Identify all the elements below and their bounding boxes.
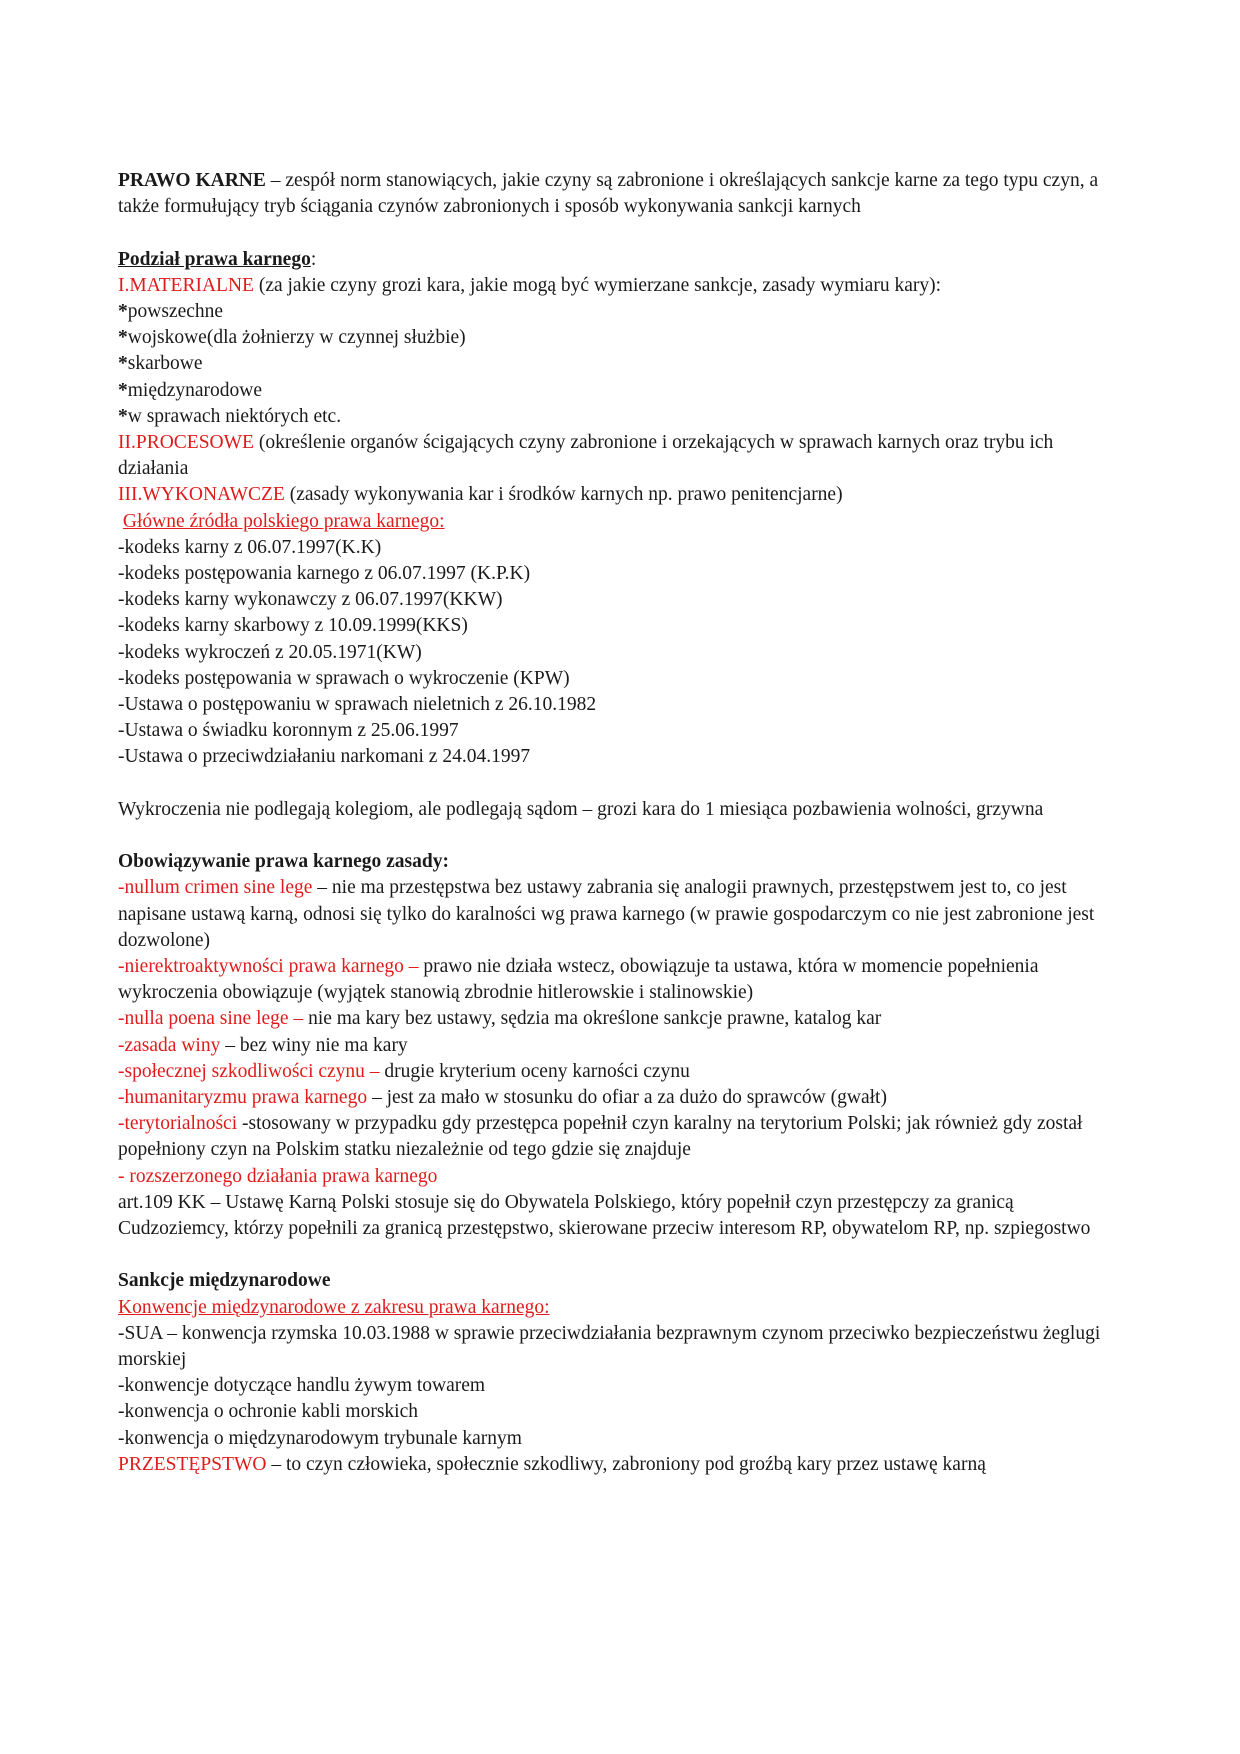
material-item: [118, 325, 1128, 351]
sanctions-heading: Sankcje międzynarodowe: [118, 1270, 331, 1292]
intro-paragraph: [118, 168, 1128, 220]
division-heading: Podział prawa karnego: [118, 248, 311, 270]
material-item: [118, 378, 1128, 404]
material-item: [118, 351, 1128, 377]
principle-label: - rozszerzonego działania prawa karnego: [118, 1165, 438, 1187]
principle-item: [118, 1059, 1128, 1085]
conventions-heading-line: [118, 1295, 1128, 1321]
bullet-star: *: [118, 379, 128, 401]
art109-paragraph: art.109 KK – Ustawę Karną Polski stosuje się do Obywatela Polskiego, który popełnił czyn przestępczy za granicą: [118, 1191, 1014, 1213]
offenses-note: Wykroczenia nie podlegają kolegiom, ale podlegają sądom – grozi kara do 1 miesiąca pozbawienia wolności, grzywna: [118, 798, 1044, 820]
principle-item: [118, 1033, 1128, 1059]
convention-item: -konwencja o ochronie kabli morskich: [118, 1401, 418, 1423]
source-item: -kodeks karny z 06.07.1997(K.K): [118, 536, 382, 558]
principle-label: -społecznej szkodliwości czynu –: [118, 1060, 385, 1082]
source-item: -Ustawa o postępowaniu w sprawach nieletnich z 26.10.1982: [118, 694, 597, 716]
principle-item: [118, 954, 1128, 1006]
bullet-star: *: [118, 353, 128, 375]
principle-item: [118, 1164, 1128, 1190]
material-item: [118, 299, 1128, 325]
intro-definition: – zespół norm stanowiących, jakie czyny są zabronione i określających sankcje karne za tego typu czyn, a także formułujący tryb ściągania czynów zabronionych i sposób wykonywania sankcji karnych: [118, 170, 1099, 218]
source-item: -kodeks karny skarbowy z 10.09.1999(KKS): [118, 615, 468, 637]
convention-item: -konwencja o międzynarodowym trybunale karnym: [118, 1427, 522, 1449]
source-item: -kodeks postępowania w sprawach o wykroczenie (KPW): [118, 667, 570, 689]
division-executive: [118, 482, 1128, 508]
crime-label: PRZESTĘPSTWO: [118, 1453, 267, 1475]
sources-heading-line: [118, 509, 1128, 535]
crime-text: – to czyn człowieka, społecznie szkodliwy, zabroniony pod groźbą kary przez ustawę karną: [266, 1453, 986, 1475]
division-heading-colon: :: [310, 248, 317, 270]
sources-heading: Główne źródła polskiego prawa karnego:: [122, 510, 445, 532]
principle-text: nie ma kary bez ustawy, sędzia ma określone sankcje prawne, katalog kar: [308, 1008, 882, 1030]
principle-item: [118, 1085, 1128, 1111]
principle-text: – nie ma przestępstwa bez ustawy zabrania się analogii prawnych, przestępstwem jest to, co jest napisane ustawą karną, odnosi się tylko do karalności wg prawa karnego (w prawie gospodarczym co nie jest zabronione jest dozwolone): [118, 877, 1095, 951]
principle-item: [118, 1006, 1128, 1032]
conventions-heading: Konwencje międzynarodowe z zakresu prawa karnego:: [118, 1296, 550, 1318]
bullet-star: *: [118, 301, 128, 322]
source-item: -Ustawa o przeciwdziałaniu narkomani z 24.04.1997: [118, 746, 531, 768]
source-item: -kodeks wykroczeń z 20.05.1971(KW): [118, 641, 422, 663]
division-executive-text: (zasady wykonywania kar i środków karnych np. prawo penitencjarne): [284, 484, 843, 506]
bullet-star: *: [118, 405, 128, 427]
principle-text: drugie kryterium oceny karności czynu: [384, 1060, 690, 1082]
source-item: -kodeks karny wykonawczy z 06.07.1997(KKW): [118, 589, 503, 611]
intro-term: PRAWO KARNE: [118, 170, 266, 191]
bullet-star: *: [118, 327, 128, 349]
division-procedural: [118, 430, 1128, 482]
principle-label: -nulla poena sine lege –: [118, 1008, 309, 1030]
division-material: [118, 273, 1128, 299]
principle-text: – bez winy nie ma kary: [220, 1034, 408, 1056]
material-item-text: międzynarodowe: [127, 379, 263, 401]
material-item-text: w sprawach niektórych etc.: [127, 405, 342, 427]
division-material-label: I.MATERIALNE: [118, 274, 254, 296]
material-item: [118, 404, 1128, 430]
division-executive-label: III.WYKONAWCZE: [118, 484, 285, 506]
principle-label: -zasada winy: [118, 1034, 221, 1056]
document-page: [118, 168, 1128, 1478]
division-procedural-label: II.PROCESOWE: [118, 432, 254, 454]
source-item: -kodeks postępowania karnego z 06.07.1997 (K.P.K): [118, 563, 531, 585]
principle-text: – jest za mało w stosunku do ofiar a za dużo do sprawców (gwałt): [367, 1087, 887, 1109]
principle-text: -stosowany w przypadku gdy przestępca popełnił czyn karalny na terytorium Polski; jak również gdy został popełniony czyn na Polskim statku niezależnie od tego gdzie się znajduje: [118, 1113, 1083, 1161]
material-item-text: powszechne: [127, 301, 224, 322]
principle-label: -nierektroaktywności prawa karnego –: [118, 956, 424, 978]
convention-item: -konwencje dotyczące handlu żywym towarem: [118, 1375, 486, 1397]
crime-definition: [118, 1452, 1128, 1478]
principle-label: -humanitaryzmu prawa karnego: [118, 1087, 368, 1109]
principles-heading: Obowiązywanie prawa karnego zasady:: [118, 851, 449, 873]
principle-text: prawo nie działa wstecz, obowiązuje ta ustawa, która w momencie popełnienia wykroczenia obowiązuje (wyjątek stanowią zbrodnie hitlerowskie i stalinowskie): [118, 956, 1039, 1004]
principle-item: [118, 1111, 1128, 1163]
division-material-text: (za jakie czyny grozi kara, jakie mogą być wymierzane sankcje, zasady wymiaru kary):: [253, 274, 942, 296]
material-item-text: wojskowe(dla żołnierzy w czynnej służbie): [127, 327, 466, 349]
principle-label: -terytorialności: [118, 1113, 238, 1135]
principle-item: [118, 875, 1128, 954]
material-item-text: skarbowe: [127, 353, 203, 375]
division-heading-line: [118, 247, 1128, 273]
convention-item: -SUA – konwencja rzymska 10.03.1988 w sprawie przeciwdziałania bezprawnym czynom przeciwko bezpieczeństwu żeglugi morskiej: [118, 1322, 1101, 1371]
foreigners-paragraph: Cudzoziemcy, którzy popełnili za granicą przestępstwo, skierowane przeciw interesom RP, obywatelom RP, np. szpiegostwo: [118, 1218, 1091, 1240]
division-procedural-text: (określenie organów ścigających czyny zabronione i orzekających w sprawach karnych oraz trybu ich działania: [118, 432, 1054, 480]
principle-label: -nullum crimen sine lege: [118, 877, 313, 899]
source-item: -Ustawa o świadku koronnym z 25.06.1997: [118, 720, 459, 742]
